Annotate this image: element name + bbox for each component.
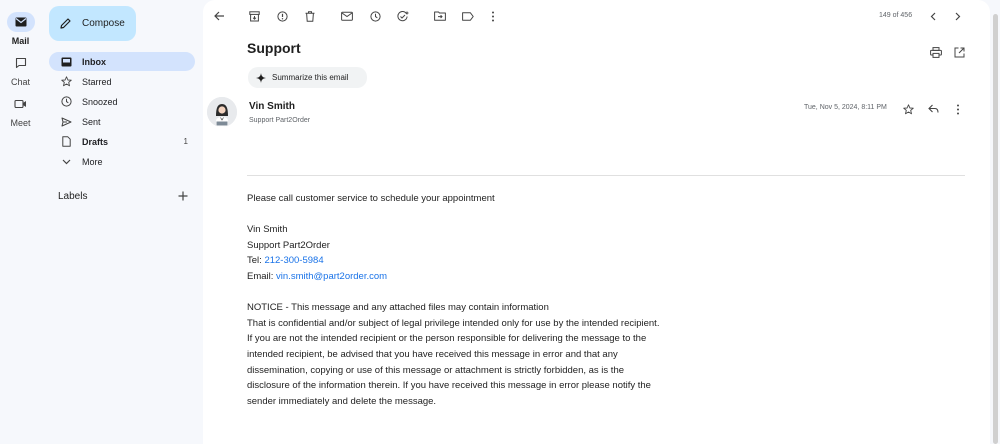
email-link[interactable]: vin.smith@part2order.com <box>276 270 388 282</box>
notice-line: intended recipient, be advised that you have received this message in error and that any <box>247 348 618 360</box>
drafts-count: 1 <box>183 137 188 146</box>
notice-line: NOTICE - This message and any attached files may contain information <box>247 302 549 314</box>
phone-link[interactable]: 212-300-5984 <box>264 255 324 267</box>
nav-item-starred[interactable] <box>49 72 195 91</box>
trash-icon <box>305 11 315 22</box>
chevron-right-icon <box>955 12 961 21</box>
rail-label: Meet <box>10 118 31 128</box>
email-subject: Support <box>247 40 301 56</box>
scrollbar-thumb[interactable] <box>993 14 998 444</box>
signature-company: Support Part2Order <box>247 239 330 251</box>
compose-label: Compose <box>82 18 125 29</box>
chevron-down-icon <box>59 159 73 165</box>
compose-button[interactable] <box>49 6 136 41</box>
report-spam-button[interactable] <box>275 9 289 23</box>
rail-label: Chat <box>10 77 30 87</box>
labels-header <box>58 189 188 203</box>
message-line: Please call customer service to schedule your appointment <box>247 193 495 204</box>
star-icon <box>903 104 914 115</box>
mail-icon <box>7 12 35 32</box>
signature-name: Vin Smith <box>247 224 288 236</box>
pagination-count: 149 of 456 <box>879 12 913 19</box>
meet-icon <box>7 94 35 114</box>
rail-item-chat[interactable] <box>0 53 41 87</box>
notice-line: That is confidential and/or subject of legal privilege intended only for use by the intended recipient. <box>247 317 660 329</box>
archive-icon <box>249 11 260 22</box>
report-icon <box>277 11 288 22</box>
nav-item-snoozed[interactable] <box>49 92 195 111</box>
nav-item-drafts[interactable] <box>49 132 195 151</box>
arrow-left-icon <box>214 11 225 21</box>
email-label: Email: <box>247 270 277 282</box>
reply-button[interactable] <box>927 103 939 115</box>
message-more-button[interactable] <box>952 103 964 115</box>
rail-item-meet[interactable] <box>0 94 41 128</box>
rail-label: Mail <box>11 36 30 46</box>
mail-unread-icon <box>341 11 353 21</box>
back-button[interactable] <box>212 9 226 23</box>
newer-button[interactable] <box>926 9 940 23</box>
nav-item-inbox[interactable] <box>49 52 195 71</box>
message-view <box>203 0 990 444</box>
signature-tel <box>247 253 767 269</box>
labels-button[interactable] <box>461 9 475 23</box>
signature-email <box>247 269 767 285</box>
app-rail <box>0 0 41 444</box>
label-icon <box>462 12 474 21</box>
pencil-icon <box>59 17 72 30</box>
avatar <box>207 97 237 127</box>
message-body <box>247 191 767 409</box>
more-vert-icon <box>491 11 495 22</box>
labels-heading: Labels <box>58 190 88 202</box>
summarize-button[interactable] <box>248 67 367 88</box>
move-to-button[interactable] <box>433 9 447 23</box>
archive-button[interactable] <box>247 9 261 23</box>
star-button[interactable] <box>902 103 914 115</box>
open-new-window-button[interactable] <box>953 46 965 58</box>
older-button[interactable] <box>951 9 965 23</box>
tel-label: Tel: <box>247 255 265 267</box>
delete-button[interactable] <box>303 9 317 23</box>
nav-label: Snoozed <box>82 96 118 107</box>
add-label-button[interactable] <box>178 191 188 201</box>
person-avatar-icon <box>207 97 237 127</box>
mark-unread-button[interactable] <box>340 9 354 23</box>
draft-icon <box>59 136 73 147</box>
more-vert-icon <box>956 104 960 115</box>
message-date: Tue, Nov 5, 2024, 8:11 PM <box>804 104 887 111</box>
add-task-button[interactable] <box>396 9 410 23</box>
sender-name: Vin Smith <box>249 101 295 112</box>
summarize-label: Summarize this email <box>272 73 349 82</box>
inbox-icon <box>59 57 73 67</box>
nav-label: Inbox <box>82 56 106 67</box>
print-button[interactable] <box>930 46 942 58</box>
snooze-button[interactable] <box>368 9 382 23</box>
notice-line: disclosure of the information therein. If you have received this message in error please notify the <box>247 380 651 392</box>
print-icon <box>930 47 942 58</box>
open-in-new-icon <box>954 47 965 58</box>
left-nav <box>41 0 203 444</box>
sender-subtitle: Support Part2Order <box>249 117 311 124</box>
nav-item-sent[interactable] <box>49 112 195 131</box>
nav-label: Sent <box>82 116 101 127</box>
nav-label: Starred <box>82 76 112 87</box>
star-icon <box>59 76 73 87</box>
sparkle-icon <box>256 73 266 83</box>
chat-icon <box>7 53 35 73</box>
plus-icon <box>178 191 188 201</box>
nav-item-more[interactable] <box>49 152 195 171</box>
more-options-button[interactable] <box>486 9 500 23</box>
notice-line: sender immediately and delete the message. <box>247 395 437 407</box>
clock-icon <box>370 11 381 22</box>
add-task-icon <box>397 11 409 22</box>
send-icon <box>59 117 73 127</box>
folder-move-icon <box>434 11 446 21</box>
divider <box>247 175 965 176</box>
notice-line: If you are not the intended recipient or the person responsible for delivering the message to the <box>247 333 647 345</box>
reply-icon <box>928 104 939 114</box>
nav-label: Drafts <box>82 136 109 147</box>
rail-item-mail[interactable] <box>0 12 41 46</box>
nav-label: More <box>82 156 103 167</box>
clock-icon <box>59 96 73 107</box>
notice-line: dissemination, copying or use of this message or attachment is strictly forbidden, as is the <box>247 364 625 376</box>
chevron-left-icon <box>930 12 936 21</box>
